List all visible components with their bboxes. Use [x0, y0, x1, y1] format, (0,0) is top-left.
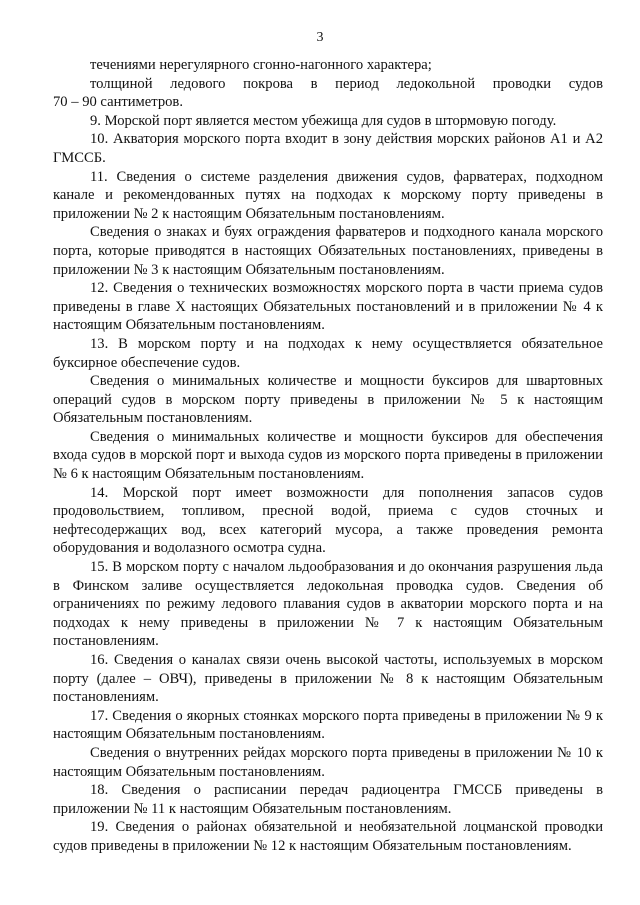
paragraph-15: 15. В морском порту с началом льдообразования и до окончания разрушения льда в Финском заливе осуществляется ледокольная проводка судов. Сведения об ограничениях по режиму ледового плавания судов в акватории морского порта и на подходах к нему приведены в приложении № 7 к настоящим Обязательным постановлениям. — [53, 559, 603, 650]
paragraph-17-roads: Сведения о внутренних рейдах морского порта приведены в приложении № 10 к настоящим Обязательным постановлениям. — [53, 744, 603, 780]
paragraph-9: 9. Морской порт является местом убежища для судов в штормовую погоду. — [90, 112, 557, 129]
paragraph-18: 18. Сведения о расписании передач радиоцентра ГМССБ приведены в приложении № 11 к настоящим Обязательным постановлениям. — [53, 782, 603, 817]
paragraph-16: 16. Сведения о каналах связи очень высокой частоты, используемых в морском порту (далее – ОВЧ), приведены в приложении № 8 к настоящим Обязательным постановлениям. — [53, 652, 603, 706]
paragraph-10: 10. Акватория морского порта входит в зону действия морских районов А1 и А2 ГМССБ. — [53, 131, 603, 166]
paragraph-11: 11. Сведения о системе разделения движения судов, фарватерах, подходном канале и рекомендованных путях на подходах к морскому порту приведены в приложении № 2 к настоящим Обязательным постановлениям. — [53, 168, 603, 222]
paragraph-13-entry: Сведения о минимальных количестве и мощности буксиров для обеспечения входа судов в морской порт и выхода судов из морского порта приведены в приложении № 6 к настоящим Обязательным постановлениям. — [53, 428, 603, 483]
paragraph-19: 19. Сведения о районах обязательной и необязательной лоцманской проводки судов приведены в приложении № 12 к настоящим Обязательным постановлениям. — [53, 819, 603, 854]
paragraph-12: 12. Сведения о технических возможностях морского порта в части приема судов приведены в главе X настоящих Обязательных постановлений и в приложении № 4 к настоящим Обязательным постановлениям. — [53, 280, 603, 334]
continued-text — [53, 56, 603, 112]
paragraph-14: 14. Морской порт имеет возможности для пополнения запасов судов продовольствием, топливом, пресной водой, приема с судов сточных и нефтесодержащих вод, всех категорий мусора, а также проведения ремонта оборудования и водолазного осмотра судна. — [53, 484, 603, 557]
text-line: толщиной ледового покрова в период ледокольной проводки судов — [90, 75, 603, 92]
paragraph-11-signs: Сведения о знаках и буях ограждения фарватеров и подходного канала морского порта, которые приводятся в настоящих Обязательных постановлениях, приведены в приложении № 3 к настоящим Обязательным постановлениям. — [53, 224, 603, 278]
paragraph-13-mooring: Сведения о минимальных количестве и мощности буксиров для швартовных операций судов в морском порту приведены в приложении № 5 к настоящим Обязательным постановлениям. — [53, 373, 603, 427]
page-number: 3 — [316, 30, 324, 45]
document-body — [53, 56, 603, 856]
paragraph-17: 17. Сведения о якорных стоянках морского порта приведены в приложении № 9 к настоящим Обязательным постановлениям. — [53, 707, 603, 743]
paragraph-13: 13. В морском порту и на подходах к нему осуществляется обязательное буксирное обеспечение судов. — [53, 335, 603, 371]
text-line: 70 – 90 сантиметров. — [53, 94, 183, 111]
text-line: течениями нерегулярного сгонно-нагонного характера; — [90, 57, 432, 73]
